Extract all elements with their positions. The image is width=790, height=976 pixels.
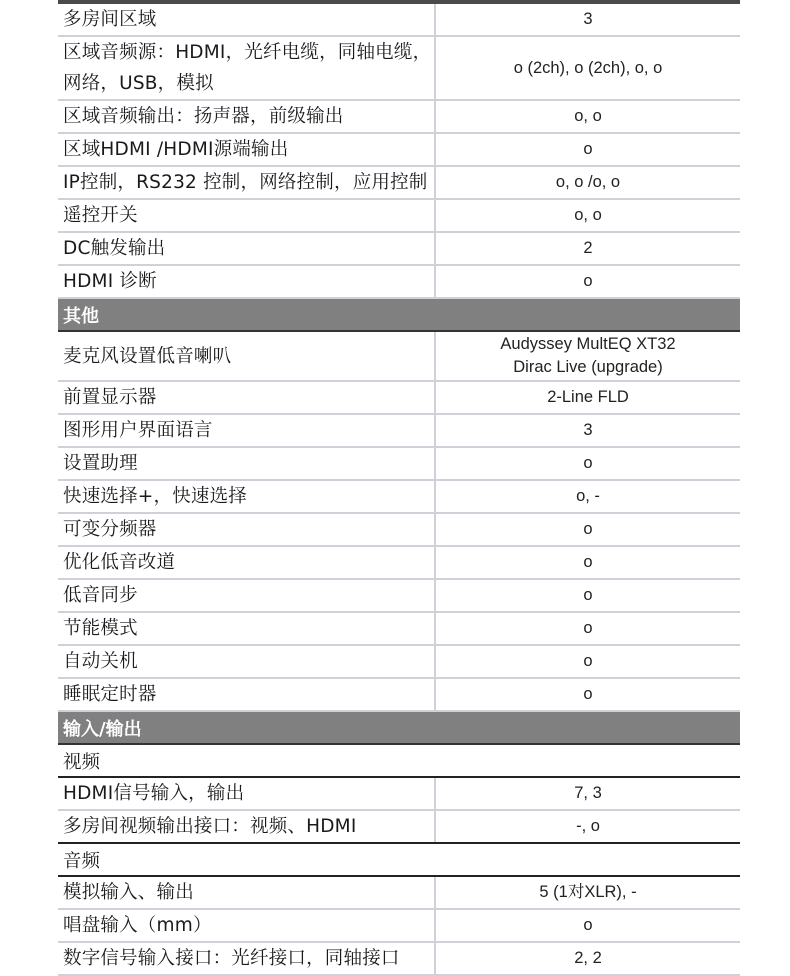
spec-value: o xyxy=(435,546,740,579)
table-row xyxy=(58,133,740,166)
spec-value: 7, 3 xyxy=(435,777,740,810)
table-row xyxy=(58,166,740,199)
spec-label: 数字信号输入接口：光纤接口，同轴接口 xyxy=(58,942,435,975)
spec-label: 多房间视频输出接口：视频、HDMI xyxy=(58,810,435,843)
spec-label: 麦克风设置低音喇叭 xyxy=(58,331,435,381)
subsection-header-video xyxy=(58,744,740,777)
spec-label: IP控制，RS232 控制，网络控制，应用控制 xyxy=(58,166,435,199)
table-row xyxy=(58,579,740,612)
table-row xyxy=(58,331,740,381)
spec-value: o, - xyxy=(435,480,740,513)
spec-value: 3 xyxy=(435,4,740,36)
spec-label: HDMI 诊断 xyxy=(58,265,435,298)
table-row xyxy=(58,232,740,265)
table-row xyxy=(58,480,740,513)
spec-label: HDMI信号输入，输出 xyxy=(58,777,435,810)
table-row xyxy=(58,381,740,414)
subsection-title: 音频 xyxy=(58,843,740,876)
spec-label: DC触发输出 xyxy=(58,232,435,265)
spec-label: 模拟输入、输出 xyxy=(58,876,435,909)
table-row xyxy=(58,100,740,133)
table-row xyxy=(58,546,740,579)
table-row xyxy=(58,777,740,810)
spec-value: o, o /o, o xyxy=(435,166,740,199)
table-row xyxy=(58,4,740,36)
spec-value: 3 xyxy=(435,414,740,447)
spec-label: 优化低音改道 xyxy=(58,546,435,579)
section-title: 输入/输出 xyxy=(58,711,740,744)
spec-label: 低音同步 xyxy=(58,579,435,612)
spec-label: 图形用户界面语言 xyxy=(58,414,435,447)
spec-value: o xyxy=(435,909,740,942)
spec-value xyxy=(435,331,740,381)
spec-label: 区域音频输出：扬声器，前级输出 xyxy=(58,100,435,133)
spec-sheet xyxy=(58,0,740,976)
spec-value-line: Dirac Live (upgrade) xyxy=(513,358,663,376)
spec-label: 节能模式 xyxy=(58,612,435,645)
spec-label: 多房间区域 xyxy=(58,4,435,36)
spec-label: 区域音频源：HDMI，光纤电缆，同轴电缆，网络，USB，模拟 xyxy=(58,36,435,100)
spec-label: 自动关机 xyxy=(58,645,435,678)
table-row xyxy=(58,942,740,975)
table-row xyxy=(58,612,740,645)
table-row xyxy=(58,810,740,843)
spec-value: o xyxy=(435,678,740,711)
spec-value: o xyxy=(435,447,740,480)
spec-label: 睡眠定时器 xyxy=(58,678,435,711)
spec-label: 前置显示器 xyxy=(58,381,435,414)
table-row xyxy=(58,199,740,232)
spec-value: 5 (1对XLR), - xyxy=(435,876,740,909)
table-row xyxy=(58,447,740,480)
table-row xyxy=(58,876,740,909)
spec-value: o xyxy=(435,612,740,645)
spec-value: 2-Line FLD xyxy=(435,381,740,414)
spec-value: o xyxy=(435,579,740,612)
spec-label: 唱盘输入（mm） xyxy=(58,909,435,942)
spec-value-line: Audyssey MultEQ XT32 xyxy=(500,335,676,353)
spec-label: 快速选择+，快速选择 xyxy=(58,480,435,513)
spec-value: o xyxy=(435,265,740,298)
spec-value: -, o xyxy=(435,810,740,843)
section-title: 其他 xyxy=(58,298,740,331)
spec-label: 设置助理 xyxy=(58,447,435,480)
spec-value: 2 xyxy=(435,232,740,265)
spec-label: 区域HDMI /HDMI源端输出 xyxy=(58,133,435,166)
table-row xyxy=(58,414,740,447)
table-row xyxy=(58,909,740,942)
spec-value: 2, 2 xyxy=(435,942,740,975)
section-header-other xyxy=(58,298,740,331)
subsection-header-audio xyxy=(58,843,740,876)
spec-value: o (2ch), o (2ch), o, o xyxy=(435,36,740,100)
table-row xyxy=(58,265,740,298)
spec-value: o, o xyxy=(435,100,740,133)
spec-label: 遥控开关 xyxy=(58,199,435,232)
spec-table xyxy=(58,4,740,976)
spec-value: o xyxy=(435,645,740,678)
spec-value: o xyxy=(435,133,740,166)
subsection-title: 视频 xyxy=(58,744,740,777)
spec-value: o, o xyxy=(435,199,740,232)
table-row xyxy=(58,645,740,678)
table-row xyxy=(58,36,740,100)
table-row xyxy=(58,513,740,546)
spec-label: 可变分频器 xyxy=(58,513,435,546)
spec-value: o xyxy=(435,513,740,546)
section-header-io xyxy=(58,711,740,744)
table-row xyxy=(58,678,740,711)
